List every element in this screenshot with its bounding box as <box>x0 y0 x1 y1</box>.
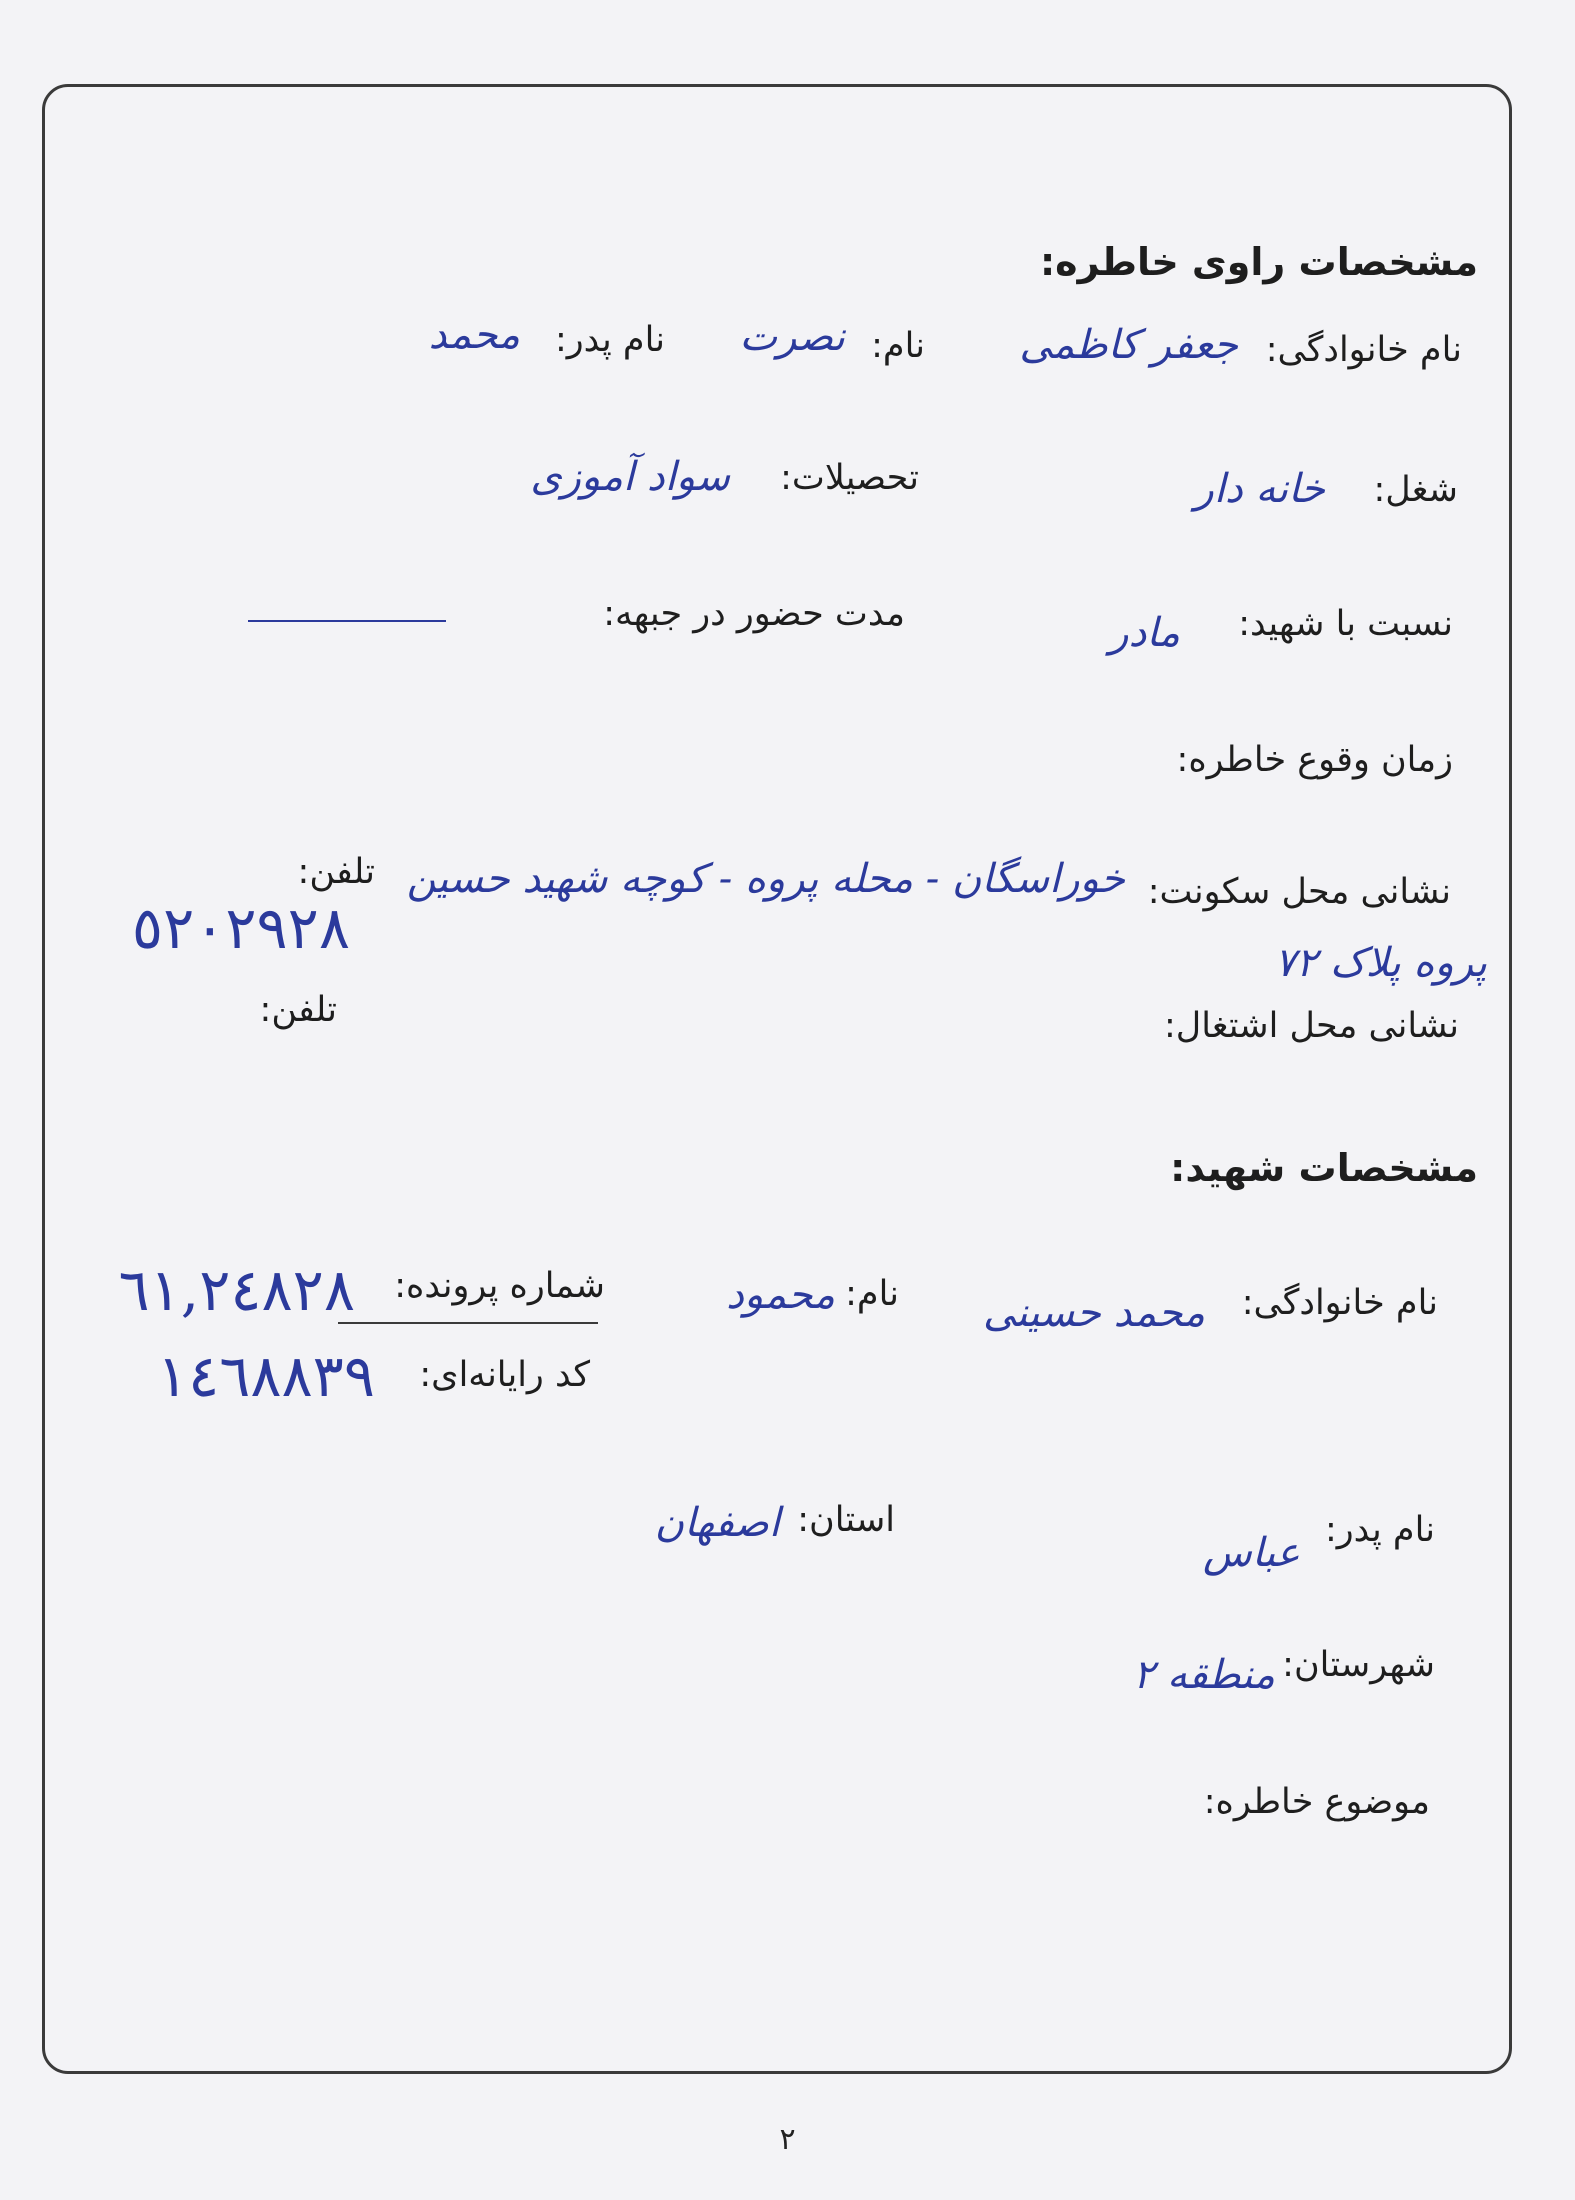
narrator-family-name-label: نام خانوادگی: <box>1265 330 1462 370</box>
file-number-rule <box>338 1322 598 1324</box>
page-number: ۲ <box>779 2122 796 2157</box>
narrator-name-label: نام: <box>871 326 925 366</box>
narrator-work-phone-label: تلفن: <box>259 990 337 1030</box>
martyr-file-number-label: شماره پرونده: <box>394 1266 605 1306</box>
form-border <box>42 84 1512 2074</box>
martyr-province-value: اصفهان <box>654 1500 780 1546</box>
narrator-relation-label: نسبت با شهید: <box>1238 604 1453 644</box>
martyr-county-label: شهرستان: <box>1282 1645 1435 1685</box>
martyr-computer-code-value: ١٤٦٨٨٣٩ <box>156 1342 375 1410</box>
martyr-heading: مشخصات شهید: <box>1170 1146 1478 1190</box>
martyr-father-label: نام پدر: <box>1324 1510 1435 1550</box>
martyr-county-value: منطقه ۲ <box>1132 1652 1275 1698</box>
narrator-phone-value: ٥٢٠٢٩٢٨ <box>131 894 350 962</box>
narrator-event-time-label: زمان وقوع خاطره: <box>1176 740 1453 780</box>
martyr-family-name-value: محمد حسینی <box>983 1290 1205 1336</box>
martyr-father-value: عباس <box>1203 1530 1300 1576</box>
narrator-address-label: نشانی محل سکونت: <box>1147 872 1451 912</box>
narrator-work-address-label: نشانی محل اشتغال: <box>1163 1006 1459 1046</box>
martyr-file-number-value: ٦١,٢٤٨٢٨ <box>118 1256 355 1324</box>
narrator-job-label: شغل: <box>1373 470 1458 510</box>
narrator-father-label: نام پدر: <box>554 320 665 360</box>
martyr-family-name-label: نام خانوادگی: <box>1241 1283 1438 1323</box>
narrator-education-value: سواد آموزی <box>530 454 730 500</box>
narrator-phone-label: تلفن: <box>297 852 375 892</box>
narrator-education-label: تحصیلات: <box>780 458 919 498</box>
martyr-name-value: محمود <box>726 1272 835 1318</box>
narrator-heading: مشخصات راوی خاطره: <box>1039 240 1478 284</box>
front-duration-dash <box>248 620 446 622</box>
martyr-computer-code-label: کد رایانه‌ای: <box>419 1355 590 1395</box>
martyr-province-label: استان: <box>797 1500 895 1540</box>
narrator-father-value: محمد <box>428 312 520 358</box>
narrator-address-value: خوراسگان - محله پروه - کوچه شهید حسین <box>406 856 1125 902</box>
narrator-name-value: نصرت <box>739 314 845 360</box>
martyr-name-label: نام: <box>845 1274 899 1314</box>
narrator-relation-value: مادر <box>1109 610 1180 656</box>
martyr-subject-label: موضوع خاطره: <box>1203 1782 1430 1822</box>
narrator-address-value-line2: پروه پلاک ۷۲ <box>1274 940 1487 986</box>
narrator-family-name-value: جعفر کاظمی <box>1019 322 1238 368</box>
narrator-job-value: خانه دار <box>1194 466 1325 512</box>
narrator-front-duration-label: مدت حضور در جبهه: <box>603 594 905 634</box>
